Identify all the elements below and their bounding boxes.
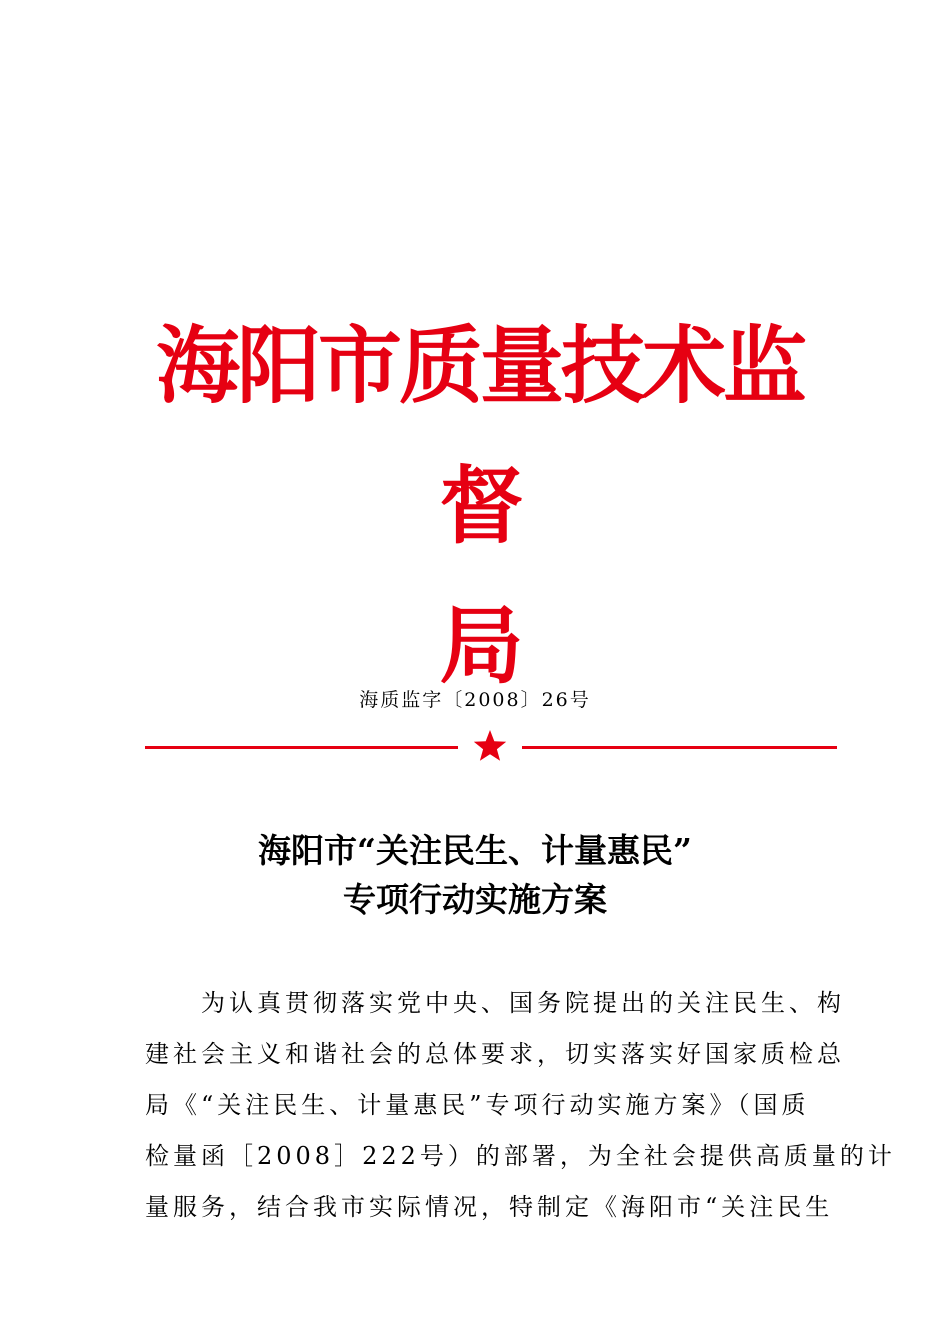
issuer-header xyxy=(140,296,820,716)
red-divider-right xyxy=(522,746,837,749)
issuer-name-line-2: 局 xyxy=(439,596,521,695)
document-title-line-1: 海阳市“关注民生、计量惠民” xyxy=(258,831,692,870)
body-line: 检量函［2008］222号）的部署，为全社会提供高质量的计 xyxy=(145,1142,896,1170)
red-divider-left xyxy=(145,746,458,749)
body-line: 为认真贯彻落实党中央、国务院提出的关注民生、构 xyxy=(201,989,845,1017)
issuer-name-line-1: 海阳市质量技术监督 xyxy=(155,316,804,555)
document-title-line-2: 专项行动实施方案 xyxy=(343,880,607,919)
body-line: 局《“关注民生、计量惠民”专项行动实施方案》（国质 xyxy=(145,1091,810,1119)
body-line: 量服务，结合我市实际情况，特制定《海阳市“关注民生 xyxy=(145,1193,834,1221)
star-icon xyxy=(472,728,508,764)
document-number: 海质监字〔2008〕26号 xyxy=(359,689,591,711)
body-line: 建社会主义和谐社会的总体要求，切实落实好国家质检总 xyxy=(145,1040,845,1068)
body-paragraph xyxy=(145,978,896,1233)
